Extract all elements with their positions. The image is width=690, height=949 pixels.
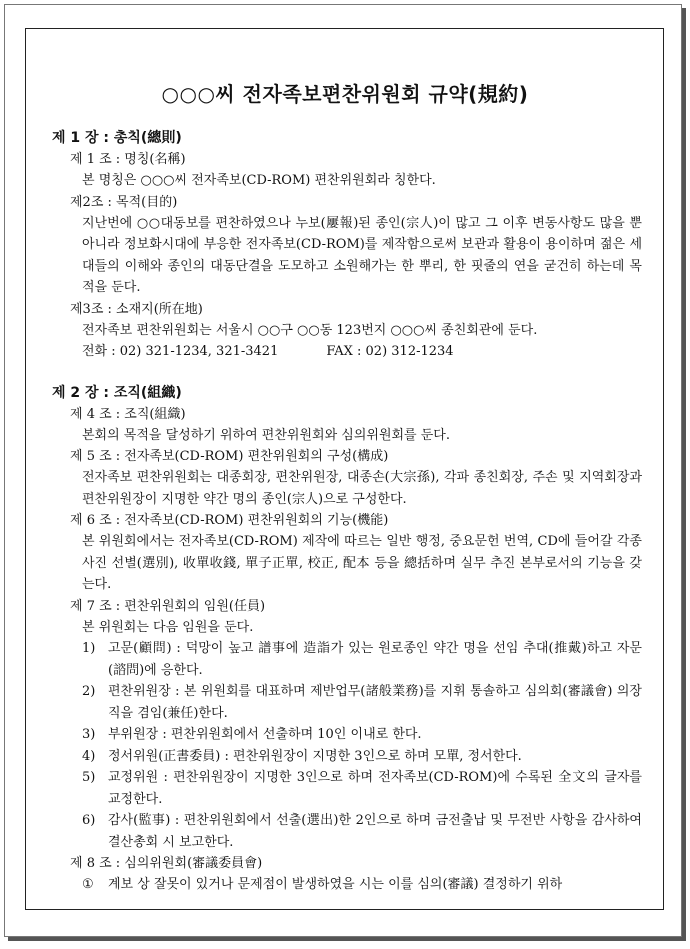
article-5-text: 전자족보 편찬위원회는 대종회장, 편찬위원장, 대종손(大宗孫), 각파 종친회장, 주손 및 지역회장과 편찬위원장이 지명한 약간 명의 종인(宗人)으로 구성한다.	[82, 470, 642, 507]
list-item-number: 4)	[82, 748, 96, 764]
article-6-title: 제 6 조 : 전자족보(CD-ROM) 편찬위원회의 기능(機能)	[70, 513, 389, 528]
list-item	[82, 638, 642, 681]
list-item-number: 1)	[82, 641, 96, 656]
article-3-title: 제3조 : 소재지(所在地)	[70, 301, 203, 317]
phone-number: 전화 : 02) 321-1234, 321-3421	[82, 344, 279, 359]
list-item	[82, 874, 642, 896]
list-item	[82, 767, 642, 810]
list-item-text: 편찬위원장 : 본 위원회를 대표하며 제반업무(諸般業務)를 지휘 통솔하고 심의회(審議會) 의장직을 겸임(兼任)한다.	[108, 684, 642, 721]
list-item-number: 3)	[82, 727, 96, 742]
list-item	[82, 810, 642, 853]
chapter-1-heading: 제 1 장 : 총칙(總則)	[52, 130, 182, 146]
article-1-text: 본 명칭은 ○○○씨 전자족보(CD-ROM) 편찬위원회라 칭한다.	[82, 173, 436, 188]
list-item-number: ①	[82, 877, 94, 892]
document-title: ○○○씨 전자족보편찬위원회 규약(規約)	[161, 82, 529, 106]
article-2-text: 지난번에 ○○대동보를 편찬하였으나 누보(屢報)된 종인(宗人)이 많고 그 이후 변동사항도 많을 뿐 아니라 정보화시대에 부응한 전자족보(CD-ROM)를 제작함으로써 보관과 활용이 용이하며 젊은 세대들의 이해와 종인의 대동단결을 도모하고 소원해가는 한 뿌리, 한 핏줄의 연을 굳건히 하는데 목적을 둔다.	[82, 215, 642, 295]
list-item	[82, 746, 642, 768]
list-item-number: 2)	[82, 684, 96, 699]
list-item-text: 정서위원(正書委員) : 편찬위원장이 지명한 3인으로 하며 모單, 정서한다.	[108, 748, 522, 764]
list-item-number: 5)	[82, 770, 96, 785]
list-item-number: 6)	[82, 813, 96, 828]
list-item	[82, 681, 642, 724]
list-item-text: 부위원장 : 편찬위원회에서 선출하며 10인 이내로 한다.	[108, 727, 422, 742]
article-3-text: 전자족보 편찬위원회는 서울시 ○○구 ○○동 123번지 ○○○씨 종친회관에 둔다.	[82, 322, 538, 338]
article-1-title: 제 1 조 : 명칭(名稱)	[70, 152, 186, 167]
article-7-title: 제 7 조 : 편찬위원회의 임원(任員)	[70, 598, 266, 614]
chapter-2-heading: 제 2 장 : 조직(組織)	[52, 384, 182, 401]
contact-line	[82, 341, 642, 363]
article-5-title: 제 5 조 : 전자족보(CD-ROM) 편찬위원회의 구성(構成)	[70, 449, 389, 464]
article-4-text: 본회의 목적을 달성하기 위하여 편찬위원회와 심의위원회를 둔다.	[82, 427, 450, 443]
document-body	[52, 128, 642, 896]
article-4-title: 제 4 조 : 조직(組織)	[70, 406, 186, 422]
list-item-text: 고문(顧問) : 덕망이 높고 譜事에 造詣가 있는 원로종인 약간 명을 선임 추대(推戴)하고 자문(諮問)에 응한다.	[108, 641, 642, 678]
list-item-text: 교정위원 : 편찬위원장이 지명한 3인으로 하며 전자족보(CD-ROM)에 수록된 全文의 글자를 교정한다.	[108, 770, 642, 807]
article-2-title: 제2조 : 목적(目的)	[70, 194, 178, 210]
article-6-text: 본 위원회에서는 전자족보(CD-ROM) 제작에 따르는 일반 행정, 중요문헌 번역, CD에 들어갈 각종사진 선별(選別), 收單收錢, 單子正單, 校正, 配本 등을 總括하며 실무 추진 본부로서의 기능을 갖는다.	[82, 534, 642, 592]
fax-number: FAX : 02) 312-1234	[326, 344, 454, 359]
article-7-intro: 본 위원회는 다음 임원을 둔다.	[82, 619, 254, 635]
list-item-text: 감사(監事) : 편찬위원회에서 선출(選出)한 2인으로 하며 금전출납 및 무전반 사항을 감사하여 결산총회 시 보고한다.	[108, 813, 642, 850]
list-item-text: 계보 상 잘못이 있거나 문제점이 발생하였을 시는 이를 심의(審議) 결정하기 위하	[108, 877, 563, 892]
article-8-title: 제 8 조 : 심의위원회(審議委員會)	[70, 856, 263, 871]
list-item	[82, 724, 642, 746]
